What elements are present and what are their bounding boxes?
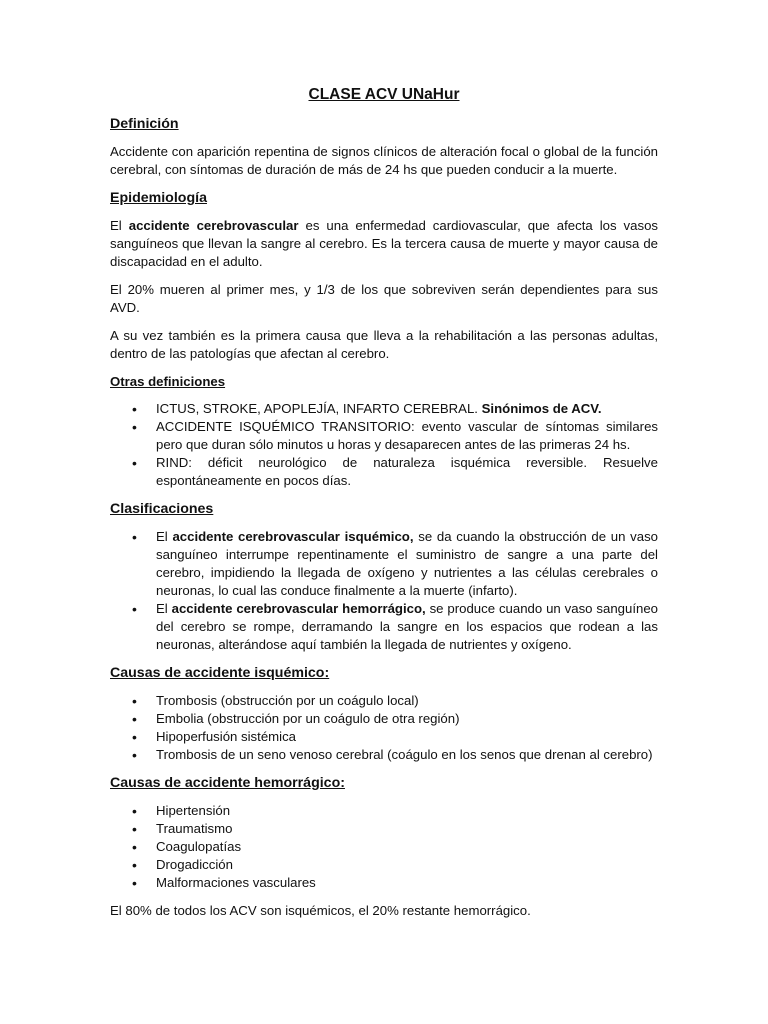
text-segment: El [110,218,129,233]
paragraph-definicion: Accidente con aparición repentina de signos clínicos de alteración focal o global de la función cerebral, con síntomas de duración de más de 24 hs que pueden conducir a la muerte. [110,144,658,177]
bold-term: accidente cerebrovascular isquémico, [172,529,414,544]
text-segment: El [156,601,172,616]
list-item [110,528,658,600]
list-item: • Malformaciones vasculares [110,874,658,892]
list-item: • Hipertensión [110,802,658,820]
text-segment: El [156,529,173,544]
list-item: • Drogadicción [110,856,658,874]
list-item [110,600,658,654]
paragraph-epidemiologia-3: A su vez también es la primera causa que lleva a la rehabilitación a las personas adultas, dentro de las patologías que afectan al cerebro. [110,328,658,361]
text-segment: se produce cuando un vaso sanguíneo del cerebro se rompe, derramando la sangre en los espacios que rodean a las neuronas, alterándose aquí también la llegada de nutrientes y oxígeno. [156,601,658,652]
list-causas-hemorragico [110,802,658,892]
heading-clasificaciones: Clasificaciones [110,501,214,517]
document-title: CLASE ACV UNaHur [308,86,460,103]
paragraph-final: El 80% de todos los ACV son isquémicos, el 20% restante hemorrágico. [110,903,531,918]
list-item: • Embolia (obstrucción por un coágulo de otra región) [110,710,658,728]
list-item: • ACCIDENTE ISQUÉMICO TRANSITORIO: evento vascular de síntomas similares pero que duran sólo minutos u horas y desaparecen antes de las primeras 24 hs. [110,418,658,454]
list-item: • Trombosis de un seno venoso cerebral (coágulo en los senos que drenan al cerebro) [110,746,658,764]
list-item: • Coagulopatías [110,838,658,856]
list-clasificaciones [110,528,658,654]
document-body [110,86,658,930]
text-segment: se da cuando la obstrucción de un vaso sanguíneo interrumpe repentinamente el suministro de sangre a una parte del cerebro, impidiendo la llegada de oxígeno y nutrientes a las células cerebrales o neuronas, lo cual las conduce finalmente a la muerte (infarto). [156,529,659,598]
text-segment: ICTUS, STROKE, APOPLEJÍA, INFARTO CEREBRAL. [156,401,482,416]
list-item: • Traumatismo [110,820,658,838]
paragraph-epidemiologia-2: El 20% mueren al primer mes, y 1/3 de los que sobreviven serán dependientes para sus AVD. [110,282,658,315]
heading-definicion: Definición [110,116,179,132]
bold-term: accidente cerebrovascular hemorrágico, [171,601,426,616]
paragraph-epidemiologia-1 [110,217,658,271]
heading-causas-hemorragico: Causas de accidente hemorrágico: [110,775,345,791]
text-segment: es una enfermedad cardiovascular, que afecta los vasos sanguíneos que llevan la sangre al cerebro. Es la tercera causa de muerte y mayor causa de discapacidad en el adulto. [110,218,659,269]
heading-causas-isquemico: Causas de accidente isquémico: [110,665,330,681]
bold-term: Sinónimos de ACV. [481,401,602,416]
bold-term: accidente cerebrovascular [128,218,299,233]
list-causas-isquemico [110,692,658,764]
heading-otras-definiciones: Otras definiciones [110,374,226,389]
list-item: • Hipoperfusión sistémica [110,728,658,746]
list-item: • Trombosis (obstrucción por un coágulo local) [110,692,658,710]
heading-epidemiologia: Epidemiología [110,190,207,206]
list-item: • RIND: déficit neurológico de naturaleza isquémica reversible. Resuelve espontáneamente en pocos días. [110,454,658,490]
list-item [110,400,658,418]
list-otras-definiciones [110,400,658,490]
